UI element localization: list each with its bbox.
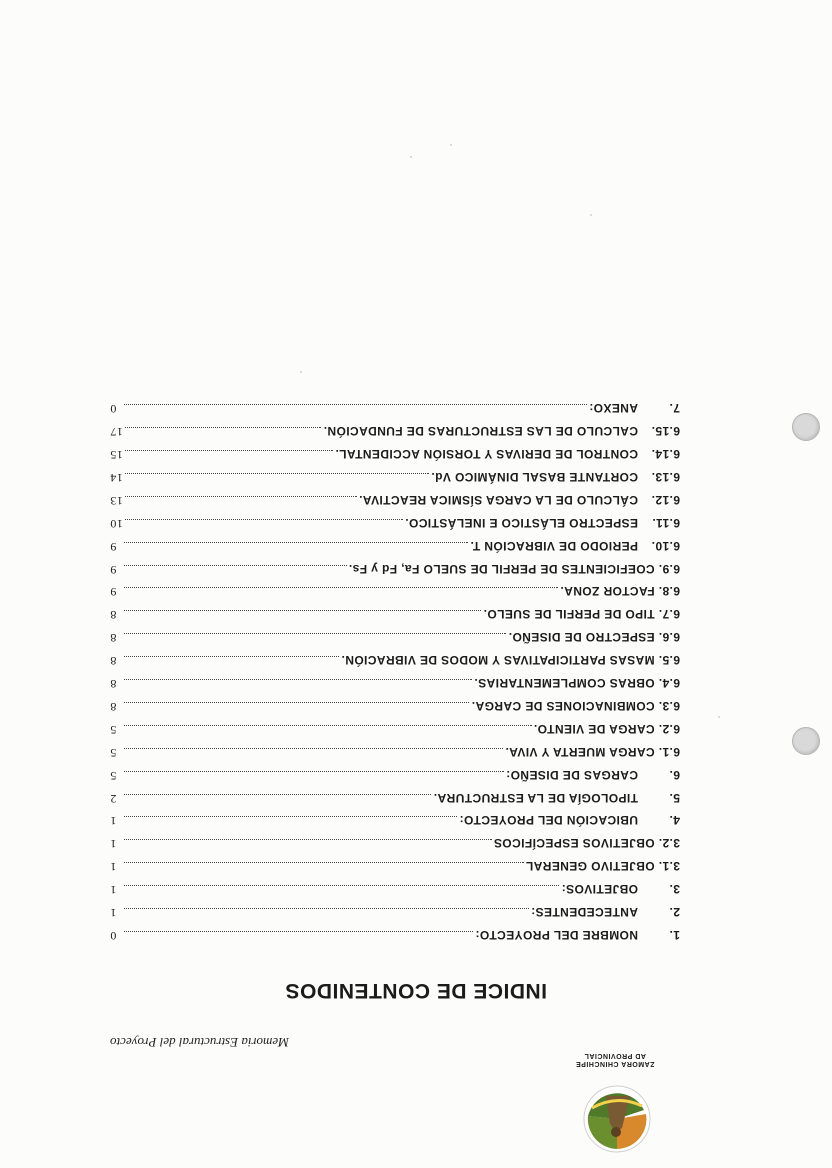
binder-hole (792, 727, 820, 755)
toc-page-number: 5 (110, 768, 117, 783)
toc-entry-label: 6.7. TIPO DE PERFIL DE SUELO. (483, 607, 680, 622)
toc-page-number: 1 (110, 883, 117, 898)
toc-entry-label: PERIODO DE VIBRACIÓN T. (470, 538, 638, 553)
toc-page-number: 8 (110, 608, 117, 623)
toc-page-number: 1 (110, 906, 117, 921)
toc-dot-leader (125, 450, 333, 453)
toc-entry-number: 6.11. (651, 515, 680, 530)
toc-dot-leader (124, 771, 504, 774)
toc-page-number: 8 (110, 654, 117, 669)
toc-dot-leader (124, 839, 492, 842)
toc-entry (110, 424, 680, 442)
toc-entry-label: 6.3. COMBINACIONES DE CARGA. (471, 699, 680, 713)
toc-entry (110, 470, 680, 488)
toc-page-number: 9 (110, 585, 117, 600)
toc-entry (110, 653, 680, 671)
toc-entry-number: 6.14. (651, 447, 680, 462)
organization-name-line: AD PROVINCIAL (584, 1052, 646, 1059)
toc-page-number: 0 (110, 929, 117, 943)
toc-entry (110, 928, 680, 946)
toc-entry-label: OBJETIVOS: (561, 882, 638, 897)
toc-dot-leader (124, 565, 347, 568)
toc-entry (110, 401, 680, 419)
toc-entry-label: ESPECTRO ELÁSTICO E INELÁSTICO. (404, 515, 638, 530)
toc-entry-label: NOMBRE DEL PROYECTO: (475, 928, 638, 942)
binder-hole (792, 413, 820, 441)
toc-entry (110, 447, 680, 465)
toc-entry-label: CÁLCULO DE LA CARGA SÍSMICA REACTIVA. (358, 492, 638, 507)
toc-entry-number: 6. (669, 767, 680, 782)
toc-entry (110, 585, 680, 603)
toc-entry-label: 3.1. OBJETIVO GENERAL (525, 859, 680, 874)
toc-dot-leader (124, 862, 524, 865)
toc-entry (110, 630, 680, 648)
toc-entry-label: 6.2. CARGA DE VIENTO. (533, 721, 680, 736)
toc-dot-leader (124, 931, 473, 934)
toc-page-number: 9 (110, 539, 117, 554)
toc-entry-label: 6.9. COEFICIENTES DE PERFIL DE SUELO Fa, Fd y Fs. (348, 561, 680, 576)
toc-entry-label: 6.1. CARGA MUERTA Y VIVA. (505, 744, 680, 759)
toc-dot-leader (124, 702, 469, 705)
toc-page-number: 10 (110, 516, 123, 531)
toc-entry-label: 6.8. FACTOR ZONA. (560, 584, 680, 599)
toc-dot-leader (124, 633, 506, 636)
toc-entry (110, 607, 680, 625)
toc-entry-number: 4. (669, 813, 680, 828)
toc-entry-number: 2. (669, 905, 680, 920)
toc-dot-leader (124, 679, 472, 682)
toc-page-number: 1 (110, 814, 117, 829)
toc-entry (110, 562, 680, 580)
toc-entry-number: 3. (669, 882, 680, 897)
document-subtitle: Memoria Estructural del Proyecto (110, 1035, 289, 1050)
toc-page-number: 13 (110, 493, 123, 508)
toc-entry-number: 5. (669, 790, 680, 805)
toc-entry-label: ANTECEDENTES: (530, 905, 638, 920)
toc-dot-leader (125, 519, 403, 522)
toc-entry-label: ANEXO: (588, 401, 638, 416)
toc-page-number: 0 (110, 402, 117, 417)
scan-speck (300, 371, 302, 373)
toc-entry-number: 6.13. (651, 470, 680, 484)
toc-dot-leader (124, 610, 481, 613)
toc-dot-leader (124, 885, 559, 888)
toc-entry (110, 516, 680, 534)
toc-page-number: 17 (110, 425, 123, 440)
toc-entry-label: CORTANTE BASAL DINÁMICO Vd. (430, 470, 638, 484)
toc-entry (110, 905, 680, 923)
toc-entry-number: 7. (669, 401, 680, 416)
toc-entry-label: TIPOLOGÍA DE LA ESTRUCTURA. (433, 790, 638, 805)
toc-entry (110, 722, 680, 740)
toc-entry (110, 859, 680, 877)
toc-page-number: 2 (110, 791, 117, 806)
toc-dot-leader (124, 817, 457, 820)
toc-dot-leader (124, 542, 468, 545)
toc-dot-leader (124, 588, 558, 591)
toc-entry-label: CONTROL DE DERIVAS Y TORSIÓN ACCIDENTAL. (335, 447, 638, 462)
toc-page-number: 15 (110, 448, 123, 463)
organization-name-line: ZAMORA CHINCHIPE (575, 1060, 655, 1067)
toc-entry-label: 6.4. OBRAS COMPLEMENTARIAS. (474, 676, 680, 691)
toc-entry-number: 1. (669, 928, 680, 942)
index-title: INDICE DE CONTENIDOS (284, 979, 548, 1002)
toc-dot-leader (124, 908, 529, 911)
toc-entry (110, 814, 680, 832)
toc-entry-label: 3.2. OBJETIVOS ESPECÍFICOS (493, 836, 680, 851)
scan-speck (590, 214, 592, 216)
toc-page-number: 8 (110, 700, 117, 714)
toc-entry (110, 699, 680, 717)
toc-entry (110, 493, 680, 511)
toc-dot-leader (124, 725, 532, 728)
toc-dot-leader (124, 748, 503, 751)
toc-entry-label: 6.5. MASAS PARTICIPATIVAS Y MODOS DE VIBRACIÓN. (341, 653, 680, 668)
toc-dot-leader (125, 427, 322, 430)
toc-page-number: 1 (110, 837, 117, 852)
scan-speck (410, 156, 412, 158)
scan-speck (718, 716, 720, 718)
toc-page-number: 14 (110, 471, 123, 485)
toc-entry-label: 6.6. ESPECTRO DE DISEÑO. (508, 630, 680, 645)
toc-page-number: 8 (110, 677, 117, 692)
toc-page-number: 5 (110, 745, 117, 760)
toc-page-number: 1 (110, 860, 117, 875)
toc-dot-leader (124, 404, 587, 407)
toc-page-number: 8 (110, 631, 117, 646)
toc-entry (110, 539, 680, 557)
toc-entry (110, 791, 680, 809)
toc-entry (110, 836, 680, 854)
toc-page-number: 5 (110, 722, 117, 737)
toc-dot-leader (124, 656, 339, 659)
toc-entry (110, 676, 680, 694)
toc-dot-leader (125, 496, 357, 499)
toc-entry (110, 882, 680, 900)
toc-entry-label: CARGAS DE DISEÑO: (505, 767, 638, 782)
toc-entry-number: 6.10. (651, 538, 680, 553)
toc-entry (110, 745, 680, 763)
toc-dot-leader (125, 473, 429, 476)
scan-speck (450, 144, 452, 146)
toc-entry-label: UBICACIÓN DEL PROYECTO: (459, 813, 638, 828)
toc-dot-leader (124, 794, 431, 797)
toc-entry-label: CALCULO DE LAS ESTRUCTURAS DE FUNDACIÓN. (323, 424, 638, 439)
toc-entry-number: 6.15. (651, 424, 680, 439)
toc-page-number: 9 (110, 562, 117, 577)
toc-entry-number: 6.12. (651, 492, 680, 507)
toc-entry (110, 768, 680, 786)
